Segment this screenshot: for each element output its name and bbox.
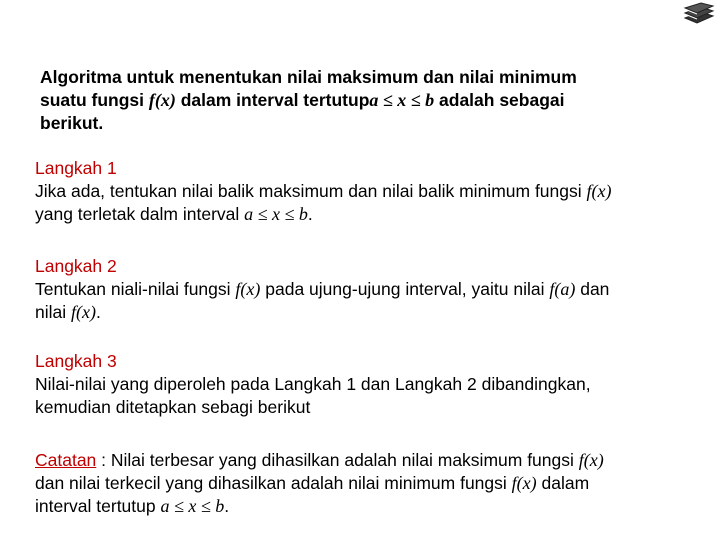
- catatan-label: Catatan: [35, 450, 97, 470]
- step-3: [35, 350, 705, 419]
- step-text: .: [307, 204, 313, 224]
- intro-line-1: Algoritma untuk menentukan nilai maksimum dan nilai minimum: [40, 67, 577, 87]
- function-fx: f(x): [148, 90, 176, 110]
- function-fx: f(x): [71, 302, 96, 322]
- step-text: Jika ada, tentukan nilai balik maksimum dan nilai balik minimum fungsi: [35, 181, 587, 201]
- function-fx: f(x): [586, 181, 612, 201]
- intro-line-3: berikut.: [40, 113, 104, 133]
- step-1: [35, 157, 705, 226]
- step-text: Nilai-nilai yang diperoleh pada Langkah 1 dan Langkah 2 dibandingkan,: [35, 374, 591, 394]
- step-2: [35, 255, 705, 324]
- note-text: dalam: [536, 473, 590, 493]
- intro-text: adalah sebagai: [434, 90, 565, 110]
- interval-expression: a ≤ x ≤ b: [369, 90, 435, 110]
- step-heading: Langkah 3: [35, 351, 117, 371]
- stacked-books-icon: [681, 2, 715, 24]
- step-heading: Langkah 2: [35, 256, 117, 276]
- step-text: kemudian ditetapkan sebagi berikut: [35, 397, 311, 417]
- step-heading: Langkah 1: [35, 158, 117, 178]
- step-text: Tentukan niali-nilai fungsi: [35, 279, 236, 299]
- note-text: : Nilai terbesar yang dihasilkan adalah nilai maksimum fungsi: [96, 450, 579, 470]
- step-text: pada ujung-ujung interval, yaitu nilai: [260, 279, 550, 299]
- intro-text: dalam interval tertutup: [175, 90, 370, 110]
- function-fx: f(x): [578, 450, 604, 470]
- note-text: .: [224, 496, 230, 516]
- step-text: yang terletak dalm interval: [35, 204, 245, 224]
- step-text: .: [95, 302, 101, 322]
- step-text: nilai: [35, 302, 71, 322]
- interval-expression: a ≤ x ≤ b: [244, 204, 308, 224]
- intro-paragraph: [40, 66, 680, 135]
- function-fx: f(x): [235, 279, 261, 299]
- note-text: dan nilai terkecil yang dihasilkan adalah nilai minimum fungsi: [35, 473, 512, 493]
- note-text: interval tertutup: [35, 496, 161, 516]
- catatan-note: [35, 449, 705, 518]
- interval-expression: a ≤ x ≤ b: [160, 496, 225, 516]
- intro-text: suatu fungsi: [40, 90, 149, 110]
- step-text: dan: [575, 279, 610, 299]
- function-fx: f(x): [511, 473, 537, 493]
- function-fa: f(a): [549, 279, 576, 299]
